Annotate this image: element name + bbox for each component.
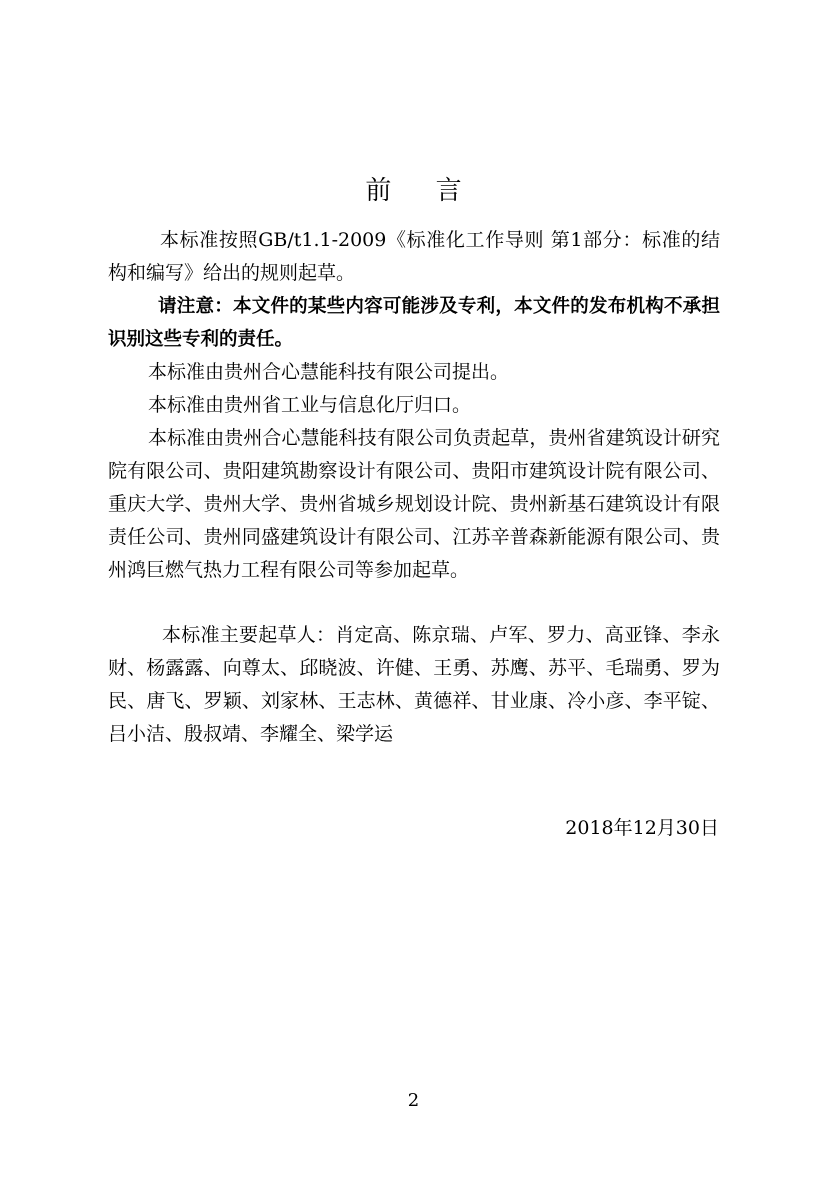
foreword-title: 前 言 xyxy=(365,176,480,206)
paragraph-drafters: 本标准主要起草人：肖定高、陈京瑞、卢军、罗力、高亚锋、李永财、杨露露、向尊太、邱晓波、许健、王勇、苏鹰、苏平、毛瑞勇、罗为民、唐飞、罗颖、刘家林、王志林、黄德祥、甘业康、冷小彦、李平锭、吕小洁、殷叔靖、李耀全、梁学运 xyxy=(108,624,720,745)
paragraph-patent-notice: 请注意：本文件的某些内容可能涉及专利，本文件的发布机构不承担识别这些专利的责任。 xyxy=(108,296,720,350)
paragraph-basis: 本标准按照GB/t1.1-2009《标准化工作导则 第1部分：标准的结构和编写》给出的规则起草。 xyxy=(108,229,720,284)
paragraph-proposer: 本标准由贵州合心慧能科技有限公司提出。 xyxy=(148,361,510,383)
paragraph-administrator: 本标准由贵州省工业与信息化厅归口。 xyxy=(148,394,472,416)
document-date: 2018年12月30日 xyxy=(565,817,719,839)
page-number: 2 xyxy=(407,1090,420,1111)
paragraph-drafting-units: 本标准由贵州合心慧能科技有限公司负责起草，贵州省建筑设计研究院有限公司、贵阳建筑勘察设计有限公司、贵阳市建筑设计院有限公司、重庆大学、贵州大学、贵州省城乡规划设计院、贵州新基石建筑设计有限责任公司、贵州同盛建筑设计有限公司、江苏辛普森新能源有限公司、贵州鸿巨燃气热力工程有限公司等参加起草。 xyxy=(108,427,720,581)
